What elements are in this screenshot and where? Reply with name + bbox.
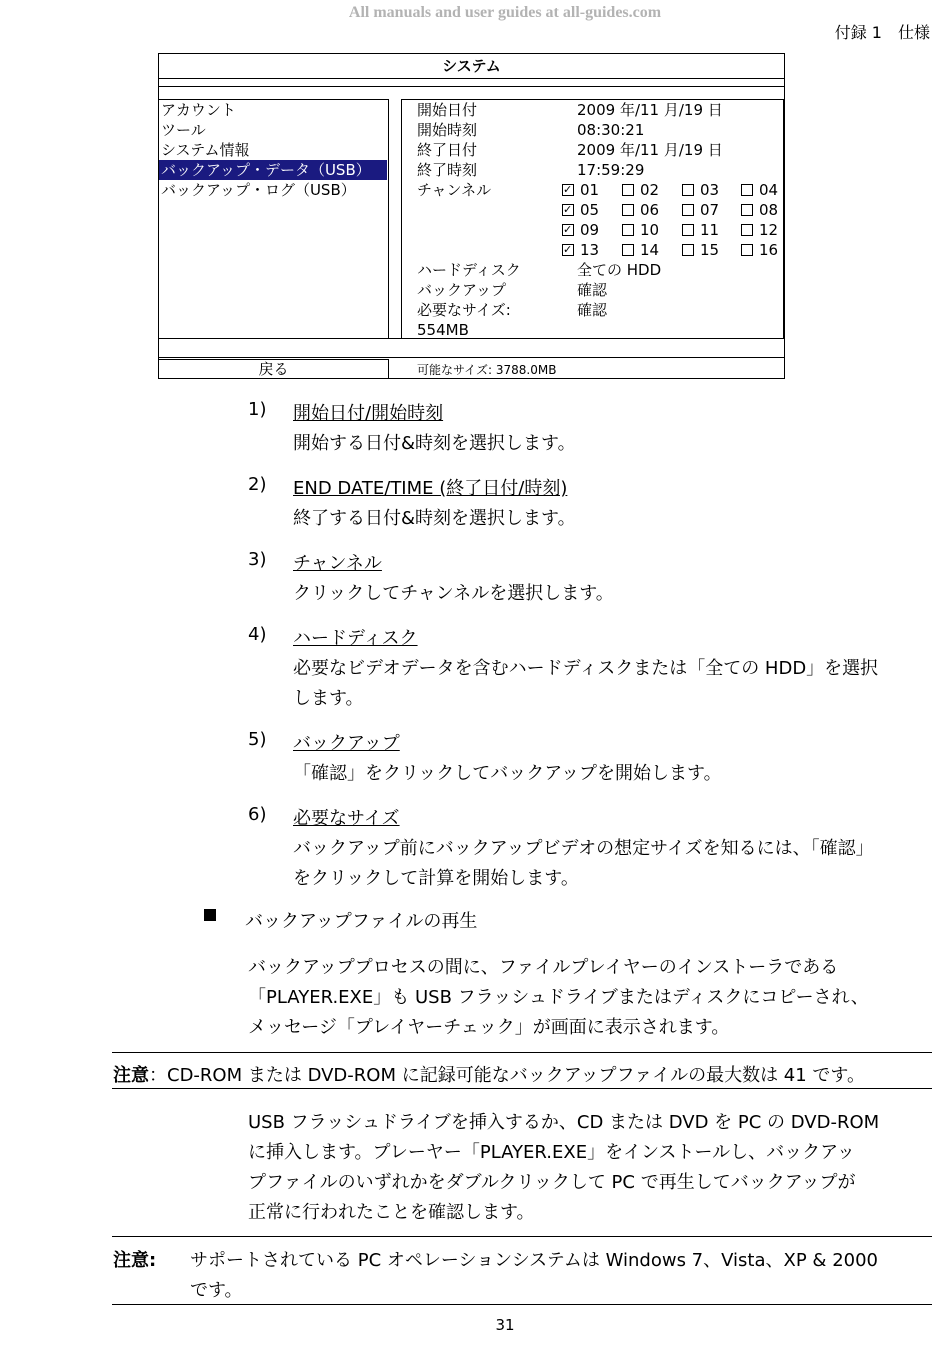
back-button[interactable]: 戻る: [159, 359, 389, 379]
channel-number: 05: [580, 201, 600, 219]
unchecked-box-icon[interactable]: [622, 184, 634, 196]
channel-checkbox[interactable]: [682, 240, 719, 260]
note-rule: [112, 1052, 932, 1053]
channel-number: 04: [759, 181, 779, 199]
hdd-value[interactable]: 全ての HDD: [577, 261, 662, 279]
note-text: サポートされている PC オペレーションシステムは Windows 7、Vista、XP & 2000: [190, 1250, 878, 1271]
watermark: All manuals and user guides at all-guides.com: [348, 4, 662, 21]
channel-checkbox[interactable]: [622, 240, 659, 260]
item-body: クリックしてチャンネルを選択します。: [293, 583, 614, 604]
unchecked-box-icon[interactable]: [622, 224, 634, 236]
channel-number: 08: [759, 201, 779, 219]
channel-checkbox[interactable]: [682, 220, 719, 240]
required-size-confirm-button[interactable]: 確認: [577, 301, 608, 319]
channel-number: 12: [759, 221, 779, 239]
channel-number: 13: [580, 241, 600, 259]
divider: [159, 357, 784, 358]
item-title: チャンネル: [293, 553, 382, 574]
item-number: 4): [248, 624, 267, 645]
item-body: をクリックして計算を開始します。: [293, 868, 579, 889]
channel-number: 03: [700, 181, 720, 199]
unchecked-box-icon[interactable]: [682, 184, 694, 196]
item-number: 1): [248, 399, 267, 420]
end-date-value[interactable]: 2009 年/11 月/19 日: [577, 141, 723, 159]
channel-checkbox[interactable]: [741, 180, 778, 200]
system-backup-panel: [158, 53, 785, 379]
menu-item-backup-data-usb[interactable]: バックアップ・データ（USB）: [159, 160, 387, 180]
item-title: 開始日付/開始時刻: [293, 403, 444, 424]
note: [113, 1061, 865, 1087]
item-body: バックアップ前にバックアップビデオの想定サイズを知るには、「確認」: [293, 838, 874, 859]
backup-confirm-button[interactable]: 確認: [577, 281, 608, 299]
unchecked-box-icon[interactable]: [622, 244, 634, 256]
end-date-label: 終了日付: [417, 141, 478, 159]
page-header: 付録 1 仕様: [834, 23, 930, 42]
channel-number: 10: [640, 221, 660, 239]
checked-box-icon[interactable]: [562, 204, 574, 216]
channel-checkbox[interactable]: [622, 180, 659, 200]
item-number: 5): [248, 729, 267, 750]
item-body: 終了する日付&時刻を選択します。: [293, 508, 576, 529]
channel-number: 01: [580, 181, 600, 199]
note-text: です。: [190, 1280, 243, 1301]
checked-box-icon[interactable]: [562, 244, 574, 256]
available-size: 可能なサイズ: 3788.0MB: [417, 363, 557, 377]
item-title: 必要なサイズ: [293, 808, 400, 829]
section-paragraph: バックアッププロセスの間に、ファイルプレイヤーのインストーラである: [248, 957, 839, 978]
unchecked-box-icon[interactable]: [741, 204, 753, 216]
section-paragraph: メッセージ「プレイヤーチェック」が画面に表示されます。: [248, 1017, 730, 1038]
menu-item-account[interactable]: アカウント: [161, 101, 236, 119]
channel-number: 06: [640, 201, 660, 219]
item-title: END DATE/TIME (終了日付/時刻): [293, 478, 568, 499]
channel-number: 15: [700, 241, 720, 259]
channel-checkbox[interactable]: [562, 240, 599, 260]
paragraph: 正常に行われたことを確認します。: [248, 1202, 535, 1223]
note-text: ：CD-ROM または DVD-ROM に記録可能なバックアップファイルの最大数は 41 です。: [149, 1065, 865, 1086]
unchecked-box-icon[interactable]: [682, 204, 694, 216]
channel-checkbox[interactable]: [622, 220, 659, 240]
channel-checkbox[interactable]: [562, 220, 599, 240]
menu-item-backup-log-usb[interactable]: バックアップ・ログ（USB）: [161, 181, 356, 199]
start-time-label: 開始時刻: [417, 121, 478, 139]
note-rule: [112, 1088, 932, 1089]
unchecked-box-icon[interactable]: [622, 204, 634, 216]
channel-checkbox[interactable]: [741, 200, 778, 220]
unchecked-box-icon[interactable]: [741, 224, 753, 236]
item-body: 「確認」をクリックしてバックアップを開始します。: [293, 763, 722, 784]
panel-title: システム: [159, 54, 784, 79]
checked-box-icon[interactable]: [562, 224, 574, 236]
divider: [159, 86, 784, 87]
paragraph: プファイルのいずれかをダブルクリックして PC で再生してバックアップが: [248, 1172, 856, 1193]
required-size-label: 必要なサイズ:: [417, 301, 511, 319]
system-menu: [159, 99, 389, 339]
item-body: 開始する日付&時刻を選択します。: [293, 433, 576, 454]
backup-label: バックアップ: [417, 281, 506, 299]
channel-number: 14: [640, 241, 660, 259]
channel-checkbox[interactable]: [682, 200, 719, 220]
channel-number: 07: [700, 201, 720, 219]
note-label: 注意: [113, 1065, 149, 1086]
hdd-label: ハードディスク: [417, 261, 521, 279]
bullet-square: [204, 909, 216, 921]
channel-label: チャンネル: [417, 181, 492, 199]
backup-settings: [401, 99, 784, 339]
end-time-label: 終了時刻: [417, 161, 478, 179]
section-heading: バックアップファイルの再生: [245, 911, 478, 932]
item-number: 2): [248, 474, 267, 495]
unchecked-box-icon[interactable]: [741, 244, 753, 256]
item-body: します。: [293, 688, 364, 709]
checked-box-icon[interactable]: [562, 184, 574, 196]
item-title: バックアップ: [293, 733, 400, 754]
start-date-value[interactable]: 2009 年/11 月/19 日: [577, 101, 723, 119]
menu-item-tools[interactable]: ツール: [161, 121, 206, 139]
section-paragraph: 「PLAYER.EXE」も USB フラッシュドライブまたはディスクにコピーされ、: [248, 987, 869, 1008]
channel-number: 02: [640, 181, 660, 199]
start-date-label: 開始日付: [417, 101, 478, 119]
unchecked-box-icon[interactable]: [682, 224, 694, 236]
item-number: 3): [248, 549, 267, 570]
note-label: 注意:: [113, 1250, 157, 1271]
page-number: 31: [495, 1316, 515, 1334]
paragraph: USB フラッシュドライブを挿入するか、CD または DVD を PC の DVD-ROM: [248, 1112, 880, 1133]
channel-number: 11: [700, 221, 720, 239]
channel-number: 09: [580, 221, 600, 239]
note-rule: [112, 1304, 932, 1305]
channel-checkbox[interactable]: [682, 180, 719, 200]
end-time-value[interactable]: 17:59:29: [577, 161, 645, 179]
paragraph: に挿入します。プレーヤー「PLAYER.EXE」をインストールし、バックアッ: [248, 1142, 855, 1163]
channel-checkbox[interactable]: [562, 200, 599, 220]
channel-checkbox[interactable]: [622, 200, 659, 220]
channel-checkbox[interactable]: [562, 180, 599, 200]
start-time-value[interactable]: 08:30:21: [577, 121, 645, 139]
item-title: ハードディスク: [293, 628, 418, 649]
required-size-value: 554MB: [417, 321, 469, 339]
item-body: 必要なビデオデータを含むハードディスクまたは「全ての HDD」を選択: [293, 658, 879, 679]
unchecked-box-icon[interactable]: [741, 184, 753, 196]
channel-checkbox[interactable]: [741, 240, 778, 260]
unchecked-box-icon[interactable]: [682, 244, 694, 256]
channel-number: 16: [759, 241, 779, 259]
item-number: 6): [248, 804, 267, 825]
menu-item-system-info[interactable]: システム情報: [161, 141, 250, 159]
note-rule: [112, 1236, 932, 1237]
channel-checkbox[interactable]: [741, 220, 778, 240]
